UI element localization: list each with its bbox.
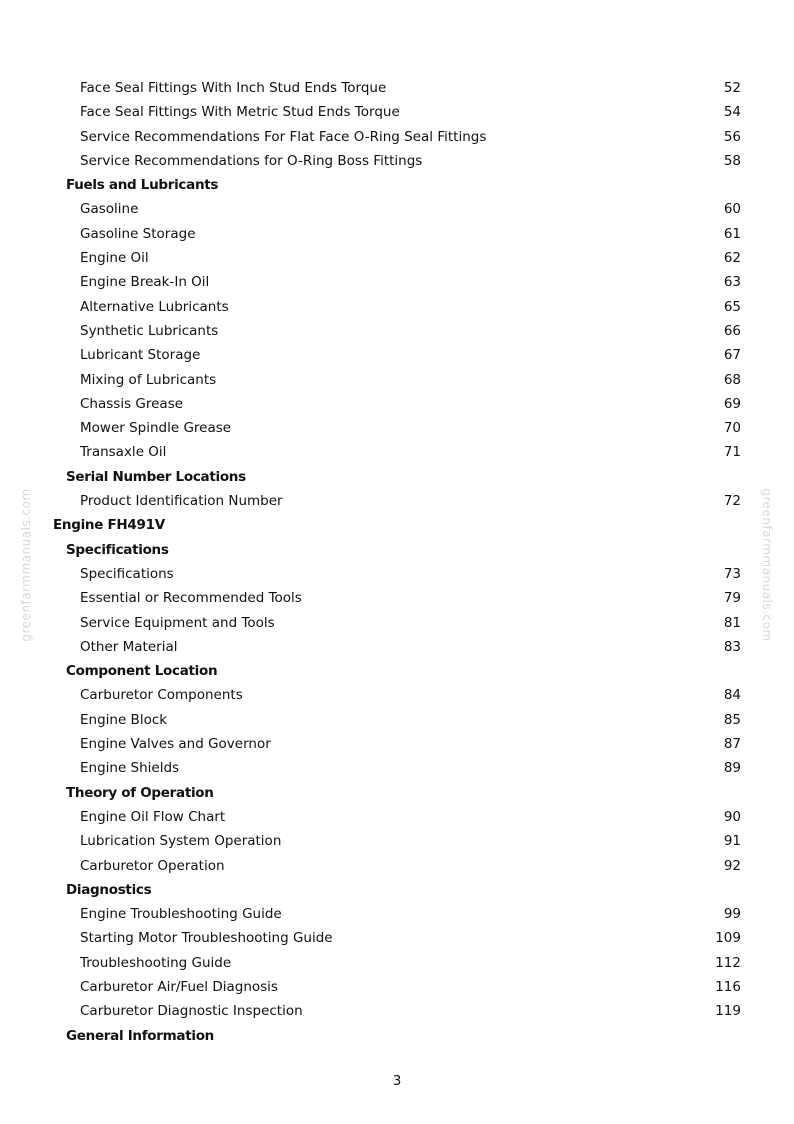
toc-entry-label: Engine Troubleshooting Guide — [80, 906, 282, 923]
toc-entry-page: 85 — [723, 711, 741, 728]
toc-entry[interactable] — [0, 999, 794, 1023]
toc-section — [0, 878, 794, 902]
toc-entry-page: 66 — [723, 322, 741, 339]
toc-chapter — [0, 513, 794, 537]
toc-entry-page: 116 — [715, 978, 741, 995]
toc-entry-label: Mixing of Lubricants — [80, 371, 217, 388]
toc-entry-label: Gasoline Storage — [80, 225, 196, 242]
toc-entry[interactable] — [0, 708, 794, 732]
toc-entry-label: Carburetor Air/Fuel Diagnosis — [80, 978, 278, 995]
toc-entry-label: Service Recommendations for O-Ring Boss Fittings — [80, 152, 423, 169]
toc-entry-label: Theory of Operation — [66, 784, 214, 801]
toc-entry-page: 91 — [723, 833, 741, 850]
toc-entry-page: 62 — [723, 250, 741, 267]
toc-entry-page: 87 — [723, 736, 741, 753]
toc-entry[interactable] — [0, 926, 794, 950]
toc-entry[interactable] — [0, 368, 794, 392]
toc-entry-page: 65 — [723, 298, 741, 315]
toc-entry[interactable] — [0, 586, 794, 610]
toc-entry-page: 63 — [723, 274, 741, 291]
toc-entry-label: Lubricant Storage — [80, 347, 201, 364]
toc-entry[interactable] — [0, 683, 794, 707]
toc-entry-page: 81 — [723, 614, 741, 631]
toc-entry-page: 79 — [723, 590, 741, 607]
toc-entry[interactable] — [0, 562, 794, 586]
toc-entry-page: 83 — [723, 638, 741, 655]
toc-entry-label: Specifications — [66, 541, 169, 558]
toc-entry-label: Carburetor Operation — [80, 857, 225, 874]
toc-entry[interactable] — [0, 854, 794, 878]
toc-entry[interactable] — [0, 392, 794, 416]
toc-entry-label: Engine Block — [80, 711, 168, 728]
toc-entry-label: Diagnostics — [66, 881, 152, 898]
toc-entry-page: 68 — [723, 371, 741, 388]
toc-entry-label: Mower Spindle Grease — [80, 420, 232, 437]
page-number: 3 — [392, 1073, 402, 1089]
toc-entry-label: Carburetor Diagnostic Inspection — [80, 1003, 303, 1020]
toc-entry-label: Starting Motor Troubleshooting Guide — [80, 930, 333, 947]
toc-entry[interactable] — [0, 756, 794, 780]
toc-entry[interactable] — [0, 270, 794, 294]
toc-entry-label: General Information — [66, 1027, 214, 1044]
toc-entry[interactable] — [0, 295, 794, 319]
toc-entry-page: 71 — [723, 444, 741, 461]
toc-entry-label: Service Equipment and Tools — [80, 614, 275, 631]
toc-entry-label: Service Recommendations For Flat Face O-Ring Seal Fittings — [80, 128, 487, 145]
toc-entry-page: 67 — [723, 347, 741, 364]
toc-entry[interactable] — [0, 440, 794, 464]
toc-entry-page: 70 — [723, 420, 741, 437]
toc-entry-label: Alternative Lubricants — [80, 298, 229, 315]
toc-entry-page: 84 — [723, 687, 741, 704]
watermark-left: greenfarmmanuals.com — [19, 488, 33, 642]
toc-section — [0, 173, 794, 197]
toc-entry-label: Fuels and Lubricants — [66, 177, 219, 194]
toc-entry[interactable] — [0, 149, 794, 173]
toc-entry[interactable] — [0, 100, 794, 124]
toc-entry-label: Synthetic Lubricants — [80, 322, 219, 339]
toc-entry-page: 99 — [723, 906, 741, 923]
toc-entry-label: Serial Number Locations — [66, 468, 246, 485]
toc-entry-label: Engine Oil Flow Chart — [80, 808, 226, 825]
toc-entry[interactable] — [0, 489, 794, 513]
toc-entry[interactable] — [0, 635, 794, 659]
toc-entry[interactable] — [0, 951, 794, 975]
toc-entry-page: 60 — [723, 201, 741, 218]
toc-entry-label: Specifications — [80, 565, 174, 582]
toc-entry[interactable] — [0, 125, 794, 149]
toc-entry-page: 109 — [715, 930, 741, 947]
toc-entry-label: Component Location — [66, 663, 218, 680]
toc-entry[interactable] — [0, 222, 794, 246]
toc-entry[interactable] — [0, 732, 794, 756]
toc-entry-label: Lubrication System Operation — [80, 833, 282, 850]
table-of-contents — [0, 76, 794, 1048]
toc-entry-label: Other Material — [80, 638, 178, 655]
toc-entry-page: 119 — [715, 1003, 741, 1020]
watermark-right: greenfarmmanuals.com — [760, 488, 774, 642]
toc-entry[interactable] — [0, 975, 794, 999]
toc-section — [0, 659, 794, 683]
toc-entry[interactable] — [0, 805, 794, 829]
toc-section — [0, 538, 794, 562]
toc-entry[interactable] — [0, 343, 794, 367]
toc-entry-page: 89 — [723, 760, 741, 777]
toc-section — [0, 1024, 794, 1048]
toc-entry-page: 112 — [715, 954, 741, 971]
toc-section — [0, 465, 794, 489]
toc-entry-page: 72 — [723, 493, 741, 510]
toc-entry[interactable] — [0, 829, 794, 853]
toc-entry[interactable] — [0, 319, 794, 343]
toc-entry-page: 92 — [723, 857, 741, 874]
toc-entry-label: Carburetor Components — [80, 687, 243, 704]
toc-entry-page: 54 — [723, 104, 741, 121]
toc-entry-label: Engine Shields — [80, 760, 180, 777]
toc-entry-label: Engine Oil — [80, 250, 149, 267]
toc-entry-label: Troubleshooting Guide — [80, 954, 232, 971]
toc-entry[interactable] — [0, 611, 794, 635]
toc-entry-page: 90 — [723, 808, 741, 825]
toc-entry[interactable] — [0, 246, 794, 270]
toc-entry[interactable] — [0, 76, 794, 100]
toc-entry-label: Engine Break-In Oil — [80, 274, 210, 291]
toc-entry-label: Essential or Recommended Tools — [80, 590, 302, 607]
toc-entry-label: Gasoline — [80, 201, 139, 218]
toc-entry-page: 69 — [723, 395, 741, 412]
toc-entry-label: Transaxle Oil — [80, 444, 167, 461]
toc-entry-label: Engine Valves and Governor — [80, 736, 271, 753]
toc-entry[interactable] — [0, 902, 794, 926]
toc-entry-label: Product Identification Number — [80, 493, 283, 510]
toc-entry-page: 56 — [723, 128, 741, 145]
toc-entry-page: 73 — [723, 565, 741, 582]
toc-entry-page: 61 — [723, 225, 741, 242]
toc-entry-label: Face Seal Fittings With Inch Stud Ends Torque — [80, 80, 387, 96]
toc-entry-page: 58 — [723, 152, 741, 169]
toc-entry-label: Chassis Grease — [80, 395, 184, 412]
toc-entry-label: Engine FH491V — [53, 517, 165, 534]
toc-entry-page: 52 — [723, 80, 741, 96]
toc-section — [0, 781, 794, 805]
toc-entry-label: Face Seal Fittings With Metric Stud Ends Torque — [80, 104, 400, 121]
toc-entry[interactable] — [0, 197, 794, 221]
toc-entry[interactable] — [0, 416, 794, 440]
